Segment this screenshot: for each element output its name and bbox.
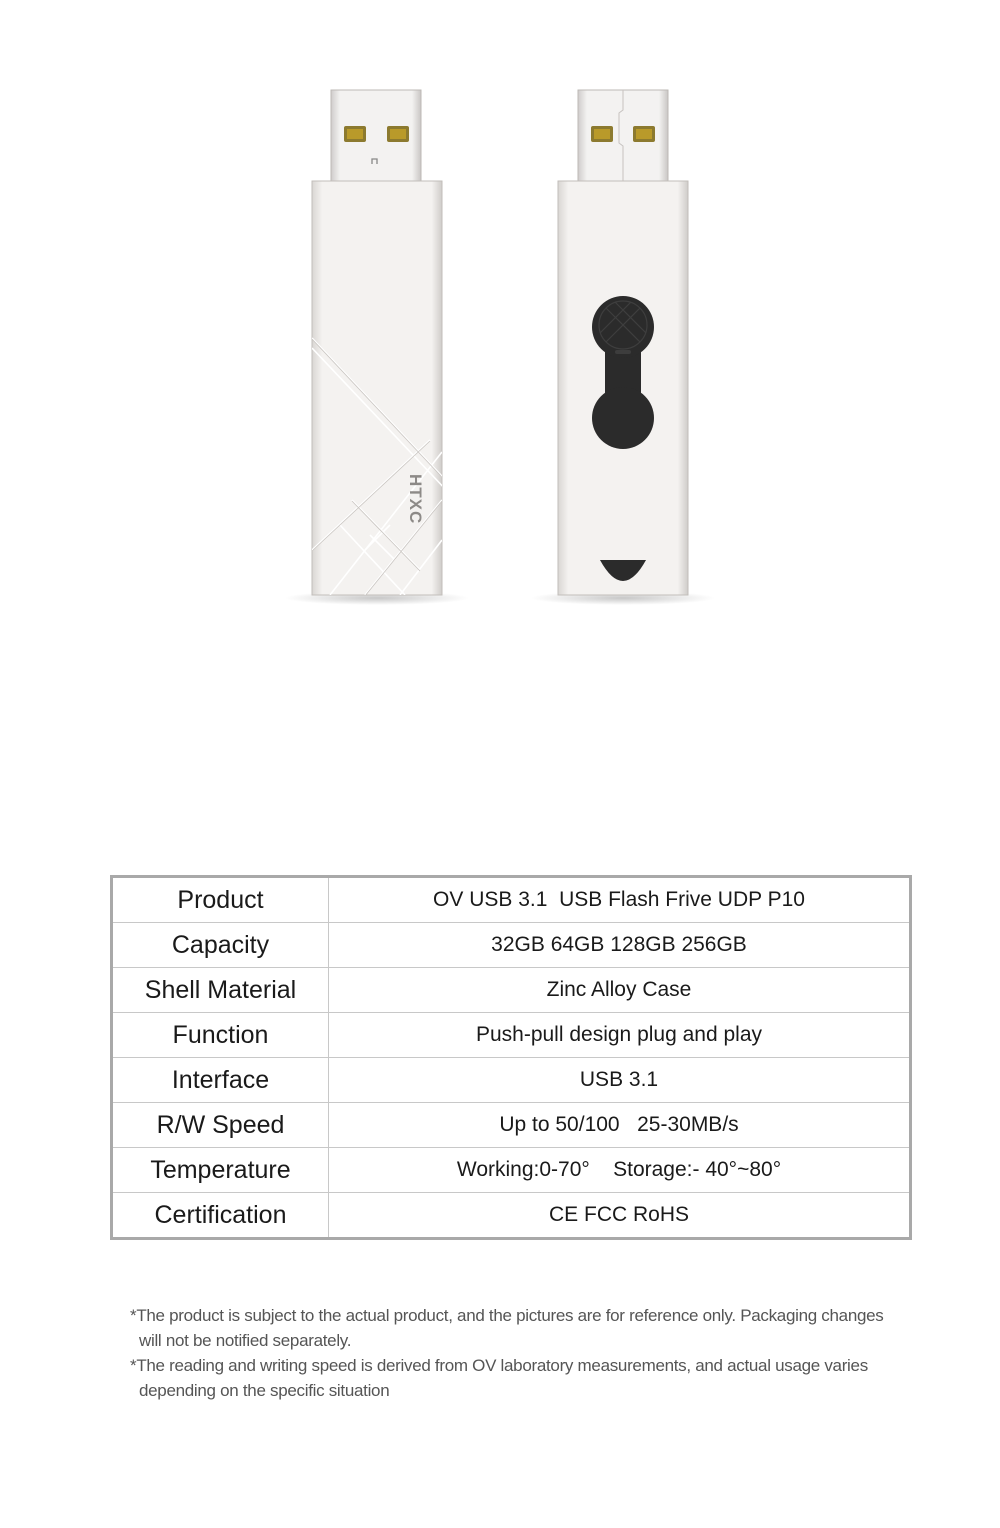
usb-plug-icon	[331, 90, 421, 182]
spec-row-interface	[112, 1058, 911, 1103]
spec-value: 32GB 64GB 128GB 256GB	[329, 923, 911, 968]
spec-row-capacity	[112, 923, 911, 968]
spec-label: Function	[112, 1013, 329, 1058]
spec-table	[110, 875, 912, 1240]
spec-label: Temperature	[112, 1148, 329, 1193]
footnote: *The reading and writing speed is derived from OV laboratory measurements, and actual usage varies depending on the specific situation	[130, 1356, 868, 1400]
spec-value: USB 3.1	[329, 1058, 911, 1103]
spec-value: Push-pull design plug and play	[329, 1013, 911, 1058]
spec-row-shell-material	[112, 968, 911, 1013]
brand-logo: HTXC	[406, 474, 425, 525]
spec-row-certification	[112, 1193, 911, 1239]
spec-label: R/W Speed	[112, 1103, 329, 1148]
usb-plug-icon	[578, 90, 668, 182]
spec-value: Zinc Alloy Case	[329, 968, 911, 1013]
spec-label: Product	[112, 877, 329, 923]
spec-value: OV USB 3.1 USB Flash Frive UDP P10	[329, 877, 911, 923]
spec-row-function	[112, 1013, 911, 1058]
spec-row-product	[112, 877, 911, 923]
footnotes	[130, 1303, 910, 1403]
footnote: *The product is subject to the actual product, and the pictures are for reference only. Packaging changes will not be notified separately.	[130, 1306, 884, 1350]
spec-value: CE FCC RoHS	[329, 1193, 911, 1239]
product-image	[270, 80, 730, 620]
spec-label: Shell Material	[112, 968, 329, 1013]
spec-value: Up to 50/100 25-30MB/s	[329, 1103, 911, 1148]
spec-label: Interface	[112, 1058, 329, 1103]
spec-row-temperature	[112, 1148, 911, 1193]
usb-drive-front	[285, 90, 469, 605]
spec-row-rw-speed	[112, 1103, 911, 1148]
spec-label: Certification	[112, 1193, 329, 1239]
spec-value: Working:0-70° Storage:- 40°~80°	[329, 1148, 911, 1193]
usb-drive-back	[531, 90, 715, 605]
spec-label: Capacity	[112, 923, 329, 968]
